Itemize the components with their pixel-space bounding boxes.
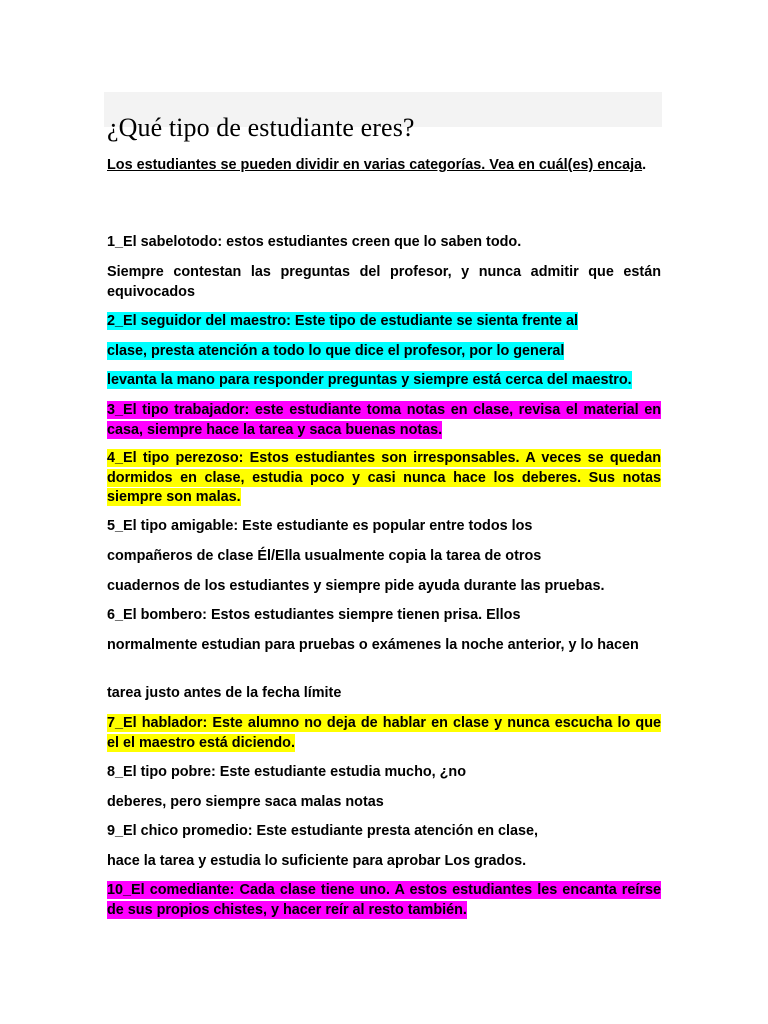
- highlighted-text: 7_El hablador: Este alumno no deja de hablar en clase y nunca escucha lo que el el maestro está diciendo.: [107, 715, 661, 751]
- paragraph-seguidor-2: [107, 342, 661, 362]
- highlighted-text: 10_El comediante: Cada clase tiene uno. A estos estudiantes les encanta reírse de sus propios chistes, y hacer reír al resto también.: [107, 882, 661, 918]
- paragraph-pobre-2: [107, 793, 661, 813]
- paragraph-pobre-1: [107, 763, 661, 783]
- paragraph-bombero-2: [107, 636, 661, 656]
- highlighted-text: clase, presta atención a todo lo que dice el profesor, por lo general: [107, 343, 565, 359]
- paragraph-text: cuadernos de los estudiantes y siempre pide ayuda durante las pruebas.: [107, 578, 605, 594]
- paragraph-comediante: [107, 881, 661, 920]
- paragraph-text: hace la tarea y estudia lo suficiente para aprobar Los grados.: [107, 853, 527, 869]
- intro-period: .: [642, 157, 647, 173]
- paragraph-trabajador: [107, 401, 661, 440]
- paragraph-text: 9_El chico promedio: Este estudiante presta atención en clase,: [107, 823, 539, 839]
- paragraph-seguidor-3: [107, 371, 661, 391]
- paragraph-text: compañeros de clase Él/Ella usualmente copia la tarea de otros: [107, 548, 542, 564]
- paragraph-text: Siempre contestan las preguntas del profesor, y nunca admitir que están equivocados: [107, 264, 661, 300]
- paragraph-promedio-2: [107, 852, 661, 872]
- paragraph-bombero-3: [107, 684, 661, 704]
- paragraph-hablador: [107, 714, 661, 753]
- paragraph-sabelotodo-heading: [107, 233, 661, 253]
- paragraph-text: 5_El tipo amigable: Este estudiante es popular entre todos los: [107, 518, 533, 534]
- paragraph-text: 1_El sabelotodo: estos estudiantes creen que lo saben todo.: [107, 234, 522, 250]
- highlighted-text: 2_El seguidor del maestro: Este tipo de estudiante se sienta frente al: [107, 313, 579, 329]
- intro-text: Los estudiantes se pueden dividir en varias categorías. Vea en cuál(es) encaja: [107, 157, 643, 173]
- paragraph-perezoso: [107, 449, 661, 508]
- paragraph-amigable-2: [107, 547, 661, 567]
- paragraph-text: tarea justo antes de la fecha límite: [107, 685, 342, 701]
- highlighted-text: 4_El tipo perezoso: Estos estudiantes son irresponsables. A veces se quedan dormidos en clase, estudia poco y casi nunca hace los deberes. Sus notas siempre son malas.: [107, 450, 661, 505]
- highlighted-text: levanta la mano para responder preguntas y siempre está cerca del maestro.: [107, 372, 632, 388]
- paragraph-text: deberes, pero siempre saca malas notas: [107, 794, 384, 810]
- highlighted-text: 3_El tipo trabajador: este estudiante toma notas en clase, revisa el material en casa, siempre hace la tarea y saca buenas notas.: [107, 402, 661, 438]
- page-title: ¿Qué tipo de estudiante eres?: [107, 113, 415, 143]
- intro-paragraph: [107, 156, 661, 176]
- paragraph-text: 6_El bombero: Estos estudiantes siempre tienen prisa. Ellos: [107, 607, 521, 623]
- paragraph-seguidor-1: [107, 312, 661, 332]
- paragraph-text: normalmente estudian para pruebas o exámenes la noche anterior, y lo hacen: [107, 637, 639, 653]
- paragraph-bombero-1: [107, 606, 661, 626]
- paragraph-amigable-1: [107, 517, 661, 537]
- paragraph-sabelotodo-body: [107, 263, 661, 302]
- paragraph-text: 8_El tipo pobre: Este estudiante estudia mucho, ¿no: [107, 764, 467, 780]
- paragraph-promedio-1: [107, 822, 661, 842]
- paragraph-amigable-3: [107, 577, 661, 597]
